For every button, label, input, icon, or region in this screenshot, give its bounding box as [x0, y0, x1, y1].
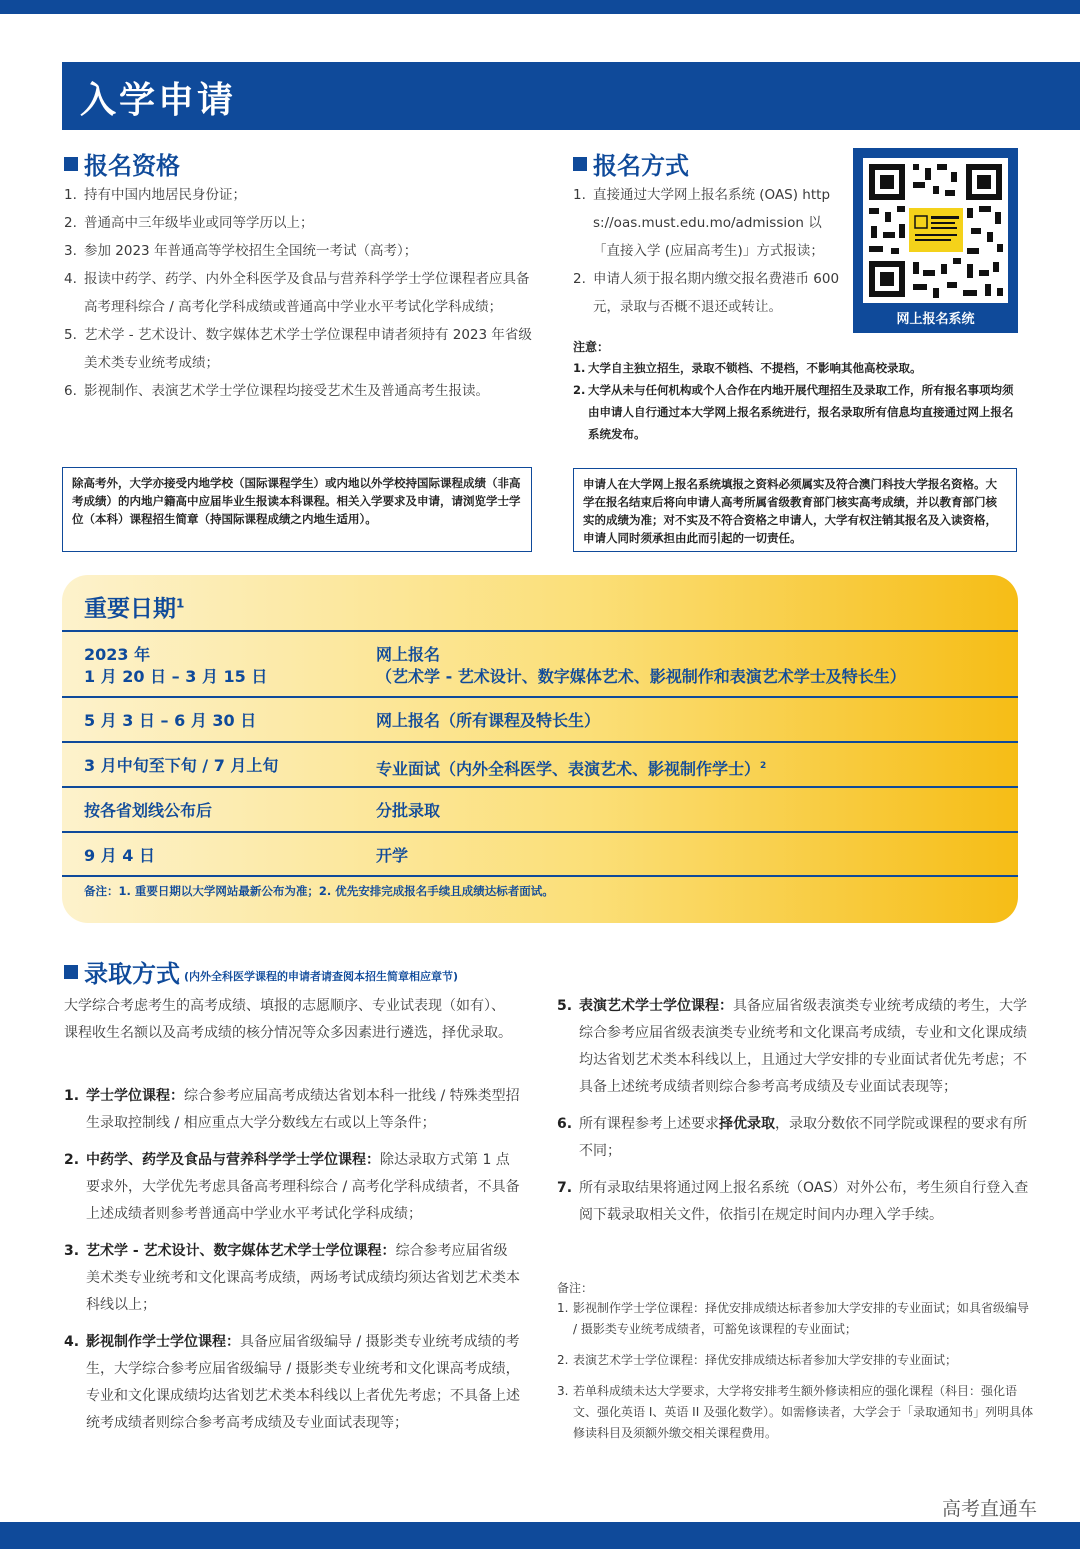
list-item: 3. 参加 2023 年普通高等学校招生全国统一考试（高考）；	[64, 243, 418, 259]
dates-row	[62, 831, 1018, 877]
method-note-title: 注意：	[573, 340, 610, 354]
list-item: 7. 所有录取结果将通过网上报名系统（OAS）对外公布，考生须自行登入查阅下载录取相关文件，依指引在规定时间内办理入学手续。	[557, 1180, 1029, 1223]
admission-heading	[64, 954, 458, 989]
title-banner	[62, 62, 1080, 130]
method-list	[573, 181, 845, 321]
bottom-color-bar	[0, 1522, 1080, 1549]
method-heading	[573, 146, 689, 181]
event-cell: 开学	[376, 846, 409, 865]
qr-code-label: 网上报名系统	[896, 312, 975, 327]
list-item: 1. 学士学位课程：综合参考应届高考成绩达省划本科一批线 / 特殊类型招生录取控制线 / 相应重点大学分数线左右或以上等条件；	[64, 1088, 520, 1131]
admission-heading-sub: (内外全科医学课程的申请者请查阅本招生简章相应章节)	[184, 969, 459, 983]
list-item: 2. 中药学、药学及食品与营养科学学士学位课程：除达录取方式第 1 点要求外，大学优先考虑具备高考理科综合 / 高考化学科成绩者，不具备上述成绩者则参考普通高中学业水平考试化学科成绩；	[64, 1152, 520, 1222]
list-item: 3. 艺术学 - 艺术设计、数字媒体艺术学士学位课程：综合参考应届省级美术类专业统考和文化课高考成绩，两场考试成绩均须达省划艺术类本科线以上；	[64, 1243, 520, 1313]
list-item: 2. 大学从未与任何机构或个人合作在内地开展代理招生及录取工作，所有报名事项均须由申请人自行通过本大学网上报名系统进行，报名录取所有信息均直接通过网上报名系统发布。	[573, 383, 1014, 441]
heading-square-icon	[573, 157, 587, 171]
method-heading-text: 报名方式	[593, 152, 689, 180]
qr-code-icon	[863, 158, 1008, 303]
eligibility-box-note: 除高考外，大学亦接受内地学校（国际课程学生）或内地以外学校持国际课程成绩（非高考成绩）的内地户籍高中应届毕业生报读本科课程。相关入学要求及申请，请浏览学士学位（本科）课程招生简章（持国际课程成绩之内地生适用）。	[62, 467, 532, 552]
admission-list-right	[557, 993, 1035, 1229]
event-cell: 分批录取	[376, 801, 441, 820]
method-notes	[573, 357, 1023, 445]
heading-square-icon	[64, 157, 78, 171]
list-item: 3. 若单科成绩未达大学要求，大学将安排考生额外修读相应的强化课程（科目：强化语文、强化英语 I、英语 II 及强化数学）。如需修读者，大学会于「录取通知书」列明具体修读科目及须额外缴交相关课程费用。	[557, 1384, 1034, 1440]
list-item: 5. 表演艺术学士学位课程：具备应届省级表演类专业统考成绩的考生，大学综合参考应届省级表演类专业统考和文化课高考成绩，专业和文化课成绩均达省划艺术类本科线以上，且通过大学安排的专业面试者优先考虑；不具备上述统考成绩者则综合参考高考成绩及专业面试表现等；	[557, 998, 1027, 1095]
admission-remark-title: 备注：	[557, 1281, 594, 1295]
admission-list-left	[64, 1083, 520, 1437]
list-item: 4. 影视制作学士学位课程：具备应届省级编导 / 摄影类专业统考成绩的考生，大学综合参考应届省级编导 / 摄影类专业统考和文化课高考成绩，专业和文化课成绩均达省划艺术类本科线以上者优先考虑；不具备上述统考成绩者则综合参考高考成绩及专业面试表现等；	[64, 1334, 520, 1431]
list-item: 4. 报读中药学、药学、内外全科医学及食品与营养科学学士学位课程者应具备高考理科综合 / 高考化学科成绩或普通高中学业水平考试化学科成绩；	[64, 271, 530, 315]
date-cell: 5 月 3 日 – 6 月 30 日	[84, 711, 257, 730]
dates-row	[62, 741, 1018, 786]
date-cell: 按各省划线公布后	[84, 801, 213, 820]
admission-remarks	[557, 1298, 1035, 1444]
eligibility-list	[64, 181, 536, 405]
list-item: 2. 表演艺术学士学位课程：择优安排成绩达标者参加大学安排的专业面试；	[557, 1353, 958, 1367]
list-item: 1. 直接通过大学网上报名系统 (OAS) https://oas.must.edu.mo/admission 以「直接入学 (应届高考生)」方式报读；	[573, 187, 831, 259]
list-item: 2. 申请人须于报名期内缴交报名费港币 600 元，录取与否概不退还或转让。	[573, 271, 840, 315]
method-box-note: 申请人在大学网上报名系统填报之资料必须属实及符合澳门科技大学报名资格。大学在报名结束后将向申请人高考所属省级教育部门核实高考成绩，并以教育部门核实的成绩为准；对不实及不符合资格之申请人，大学有权注销其报名及入读资格，申请人同时须承担由此而引起的一切责任。	[573, 468, 1017, 552]
admission-heading-text: 录取方式	[84, 960, 180, 988]
dates-heading: 重要日期$^1$	[84, 596, 185, 622]
list-item: 1. 持有中国内地居民身份证；	[64, 187, 246, 203]
dates-row	[62, 630, 1018, 696]
date-cell: 2023 年 1 月 20 日 – 3 月 15 日	[84, 645, 268, 686]
list-item: 2. 普通高中三年级毕业或同等学历以上；	[64, 215, 314, 231]
important-dates-panel	[62, 575, 1018, 923]
event-cell: 网上报名 （艺术学 - 艺术设计、数字媒体艺术、影视制作和表演艺术学士及特长生）	[376, 645, 906, 686]
date-cell: 3 月中旬至下旬 / 7 月上旬	[84, 756, 279, 775]
event-cell: 专业面试（内外全科医学、表演艺术、影视制作学士）$^2$	[376, 759, 767, 779]
dates-row	[62, 696, 1018, 741]
watermark-text: 高考直通车	[942, 1498, 1038, 1520]
eligibility-heading	[64, 146, 180, 181]
list-item: 5. 艺术学 - 艺术设计、数字媒体艺术学士学位课程申请者须持有 2023 年省级美术类专业统考成绩；	[64, 327, 532, 371]
top-color-bar	[0, 0, 1080, 14]
heading-square-icon	[64, 965, 78, 979]
dates-remark: 备注：1. 重要日期以大学网站最新公布为准；2. 优先安排完成报名手续且成绩达标者面试。	[84, 884, 554, 898]
date-cell: 9 月 4 日	[84, 846, 155, 865]
page-title: 入学申请	[80, 80, 237, 121]
list-item: 6. 影视制作、表演艺术学士学位课程均接受艺术生及普通高考生报读。	[64, 383, 489, 399]
list-item: 1. 影视制作学士学位课程：择优安排成绩达标者参加大学安排的专业面试；如具省级编导 / 摄影类专业统考成绩者，可豁免该课程的专业面试；	[557, 1301, 1030, 1336]
dates-row	[62, 786, 1018, 831]
event-cell: 网上报名（所有课程及特长生）	[376, 711, 601, 730]
eligibility-heading-text: 报名资格	[84, 152, 180, 180]
list-item: 1. 大学自主独立招生，录取不锁档、不提档，不影响其他高校录取。	[573, 361, 922, 375]
list-item: 6. 所有课程参考上述要求择优录取，录取分数依不同学院或课程的要求有所不同；	[557, 1116, 1027, 1159]
admission-intro: 大学综合考虑考生的高考成绩、填报的志愿顺序、专业试表现（如有）、课程收生名额以及高考成绩的核分情况等众多因素进行遴选，择优录取。	[64, 998, 512, 1041]
qr-code-box[interactable]	[853, 148, 1018, 333]
